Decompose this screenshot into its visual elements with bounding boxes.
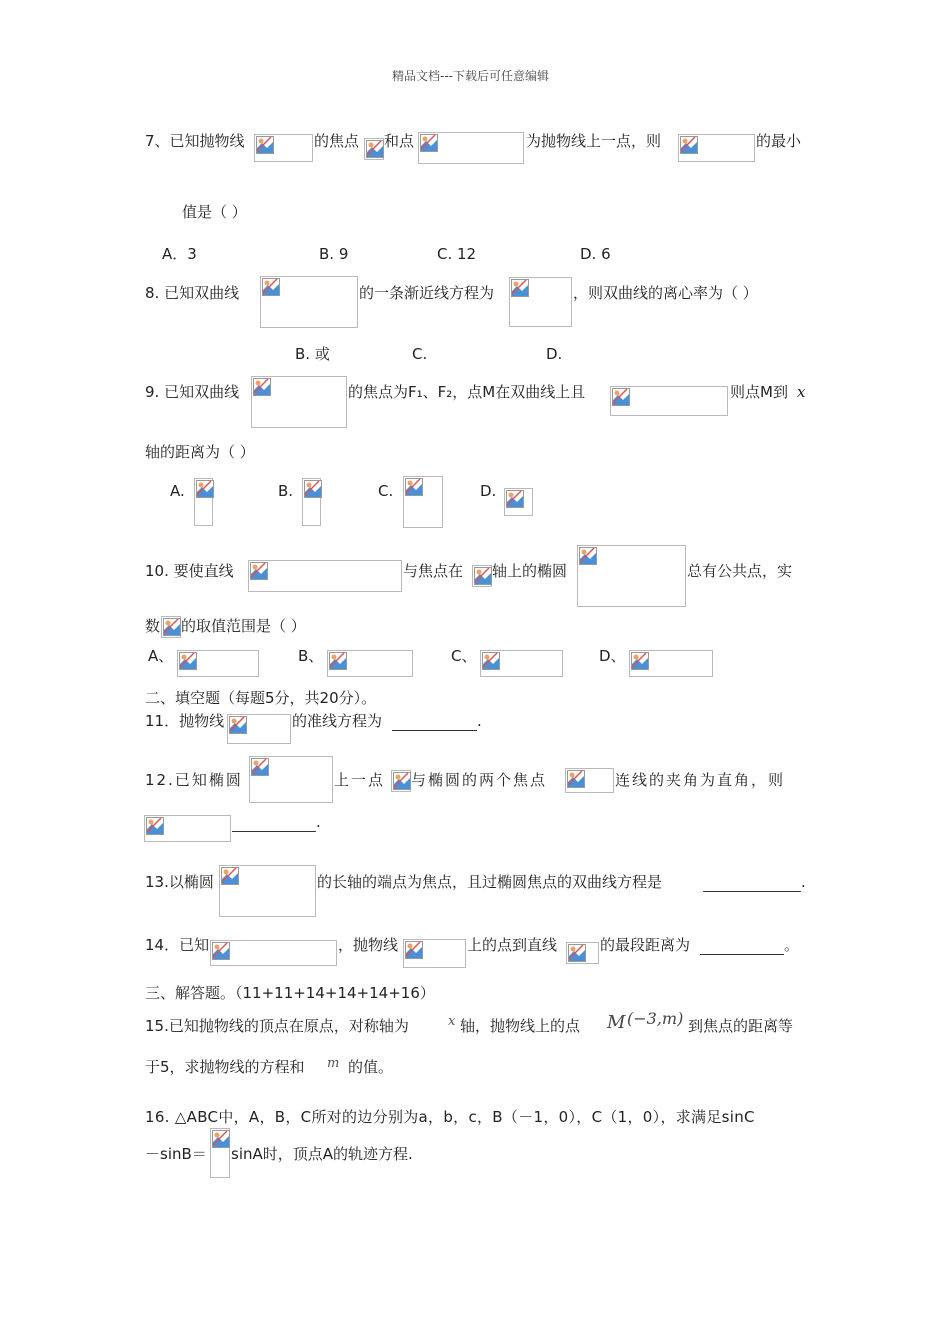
broken-image-icon bbox=[329, 652, 347, 670]
section-2-title: 二、填空题（每题5分，共20分）。 bbox=[145, 689, 377, 707]
broken-image-icon bbox=[506, 490, 524, 508]
broken-image-icon bbox=[474, 567, 492, 585]
broken-image-icon bbox=[304, 480, 322, 498]
q11-text-1: 11．抛物线 bbox=[145, 712, 225, 730]
q9-option-b: B. bbox=[278, 482, 294, 500]
formula-image bbox=[254, 134, 313, 162]
formula-image bbox=[302, 478, 321, 526]
q10-line2-b: 的取值范围是（ ） bbox=[181, 617, 306, 635]
q7-option-c: C. 12 bbox=[437, 245, 477, 263]
q14-answer-blank bbox=[700, 935, 799, 955]
q15-text-3: 到焦点的距离等 bbox=[688, 1017, 794, 1035]
formula-image bbox=[364, 138, 384, 160]
q13-text-1: 13.以椭圆 bbox=[145, 873, 214, 891]
formula-image bbox=[210, 940, 337, 966]
broken-image-icon bbox=[405, 941, 423, 959]
q13-answer-blank bbox=[703, 872, 806, 892]
q15-point-coords: (−3,m) bbox=[627, 1009, 684, 1028]
q7-text-4: 为抛物线上一点，则 bbox=[526, 132, 662, 150]
broken-image-icon bbox=[196, 480, 214, 498]
q10-option-a: A、 bbox=[148, 647, 174, 665]
answer-blank bbox=[700, 938, 784, 955]
formula-image bbox=[472, 565, 492, 587]
q7-option-b: B. 9 bbox=[319, 245, 349, 263]
q10-text-3: 轴上的椭圆 bbox=[492, 562, 568, 580]
q10-text-4: 总有公共点，实 bbox=[687, 562, 793, 580]
broken-image-icon bbox=[163, 618, 181, 636]
broken-image-icon bbox=[253, 378, 271, 396]
formula-image bbox=[248, 560, 402, 592]
formula-image bbox=[566, 942, 599, 964]
q10-option-b: B、 bbox=[298, 647, 324, 665]
q16-line2-a: －sinB＝ bbox=[145, 1145, 207, 1163]
broken-image-icon bbox=[680, 136, 698, 154]
q15-text-2: 轴，抛物线上的点 bbox=[460, 1017, 581, 1035]
q12-text-4: 连线的夹角为直角，则 bbox=[615, 771, 786, 789]
q15-line2-a: 于5，求抛物线的方程和 bbox=[145, 1058, 305, 1076]
q8-option-c: C. bbox=[412, 345, 428, 363]
answer-blank bbox=[232, 815, 316, 832]
q11-answer-blank bbox=[392, 711, 482, 731]
q15-var-m-point: M bbox=[607, 1012, 626, 1033]
q15-var-m: m bbox=[327, 1056, 340, 1071]
broken-image-icon bbox=[212, 942, 230, 960]
q8-option-b: B. 或 bbox=[295, 345, 330, 363]
formula-image bbox=[577, 545, 686, 607]
q16-line-1: 16. △ABC中，A，B，C所对的边分别为a，b，c，B（－1，0），C（1，0），求满足sinC bbox=[145, 1108, 755, 1126]
q10-text-1: 10. 要使直线 bbox=[145, 562, 234, 580]
q9-text-2: 的焦点为F₁、F₂，点M在双曲线上且 bbox=[348, 383, 586, 401]
broken-image-icon bbox=[212, 1130, 230, 1148]
broken-image-icon bbox=[366, 140, 384, 158]
q12-answer-blank bbox=[232, 812, 321, 832]
broken-image-icon bbox=[146, 817, 164, 835]
q7-text-2: 的焦点 bbox=[314, 132, 360, 150]
q10-option-c: C、 bbox=[451, 647, 477, 665]
formula-image bbox=[194, 478, 213, 526]
broken-image-icon bbox=[420, 134, 438, 152]
formula-image bbox=[480, 650, 563, 677]
formula-image bbox=[678, 134, 755, 162]
q9-option-c: C. bbox=[378, 482, 394, 500]
formula-image bbox=[251, 376, 347, 428]
formula-image bbox=[327, 650, 413, 677]
formula-image bbox=[403, 939, 466, 968]
formula-image bbox=[227, 714, 291, 744]
formula-image bbox=[610, 386, 728, 416]
broken-image-icon bbox=[579, 547, 597, 565]
broken-image-icon bbox=[179, 652, 197, 670]
q9-text-3: 则点M到 bbox=[730, 383, 788, 401]
q9-option-d: D. bbox=[480, 482, 497, 500]
q9-option-a: A. bbox=[170, 482, 185, 500]
q13-text-2: 的长轴的端点为焦点，且过椭圆焦点的双曲线方程是 bbox=[317, 873, 663, 891]
broken-image-icon bbox=[221, 867, 239, 885]
q14-text-1: 14．已知 bbox=[145, 936, 210, 954]
formula-image bbox=[391, 770, 411, 792]
formula-image bbox=[504, 488, 533, 516]
q7-line-2: 值是（ ） bbox=[182, 203, 247, 221]
q12-text-1: 12.已知椭圆 bbox=[145, 771, 243, 789]
page-header: 精品文档---下载后可任意编辑 bbox=[392, 69, 549, 83]
broken-image-icon bbox=[229, 716, 247, 734]
broken-image-icon bbox=[631, 652, 649, 670]
broken-image-icon bbox=[612, 388, 630, 406]
q13-end: . bbox=[801, 873, 806, 891]
answer-blank bbox=[392, 714, 477, 731]
q7-option-a: A．3 bbox=[162, 245, 197, 263]
formula-image bbox=[403, 476, 443, 528]
q11-end: . bbox=[477, 712, 482, 730]
q10-line2-a: 数 bbox=[145, 617, 161, 635]
q8-text-3: ，则双曲线的离心率为（ ） bbox=[573, 284, 758, 302]
formula-image bbox=[249, 756, 333, 803]
q15-text-1: 15.已知抛物线的顶点在原点，对称轴为 bbox=[145, 1017, 409, 1035]
answer-blank bbox=[703, 875, 801, 892]
formula-image bbox=[219, 865, 316, 917]
q9-var-x: x bbox=[797, 383, 806, 401]
formula-image bbox=[509, 277, 572, 327]
q14-text-3: 上的点到直线 bbox=[467, 936, 558, 954]
q7-text-1: 7、已知抛物线 bbox=[145, 132, 245, 150]
section-3-title: 三、解答题。（11+11+14+14+14+16） bbox=[145, 984, 435, 1002]
broken-image-icon bbox=[251, 758, 269, 776]
q12-end: . bbox=[316, 813, 321, 831]
q8-option-d: D. bbox=[546, 345, 563, 363]
q12-text-3: 与椭圆的两个焦点 bbox=[411, 771, 548, 789]
formula-image bbox=[418, 132, 524, 164]
q11-text-2: 的准线方程为 bbox=[292, 712, 383, 730]
q12-text-2: 上一点 bbox=[334, 771, 386, 789]
q14-text-2: ，抛物线 bbox=[338, 936, 399, 954]
q9-text-1: 9. 已知双曲线 bbox=[145, 383, 240, 401]
q7-text-5: 的最小 bbox=[756, 132, 802, 150]
q16-line2-b: sinA时，顶点A的轨迹方程. bbox=[231, 1145, 413, 1163]
broken-image-icon bbox=[262, 278, 280, 296]
broken-image-icon bbox=[256, 136, 274, 154]
q8-text-1: 8. 已知双曲线 bbox=[145, 284, 240, 302]
formula-image bbox=[565, 768, 614, 793]
formula-image bbox=[210, 1128, 230, 1178]
q9-line-2: 轴的距离为（ ） bbox=[145, 443, 255, 461]
formula-image bbox=[260, 276, 358, 328]
q8-text-2: 的一条渐近线方程为 bbox=[359, 284, 495, 302]
formula-image bbox=[629, 650, 713, 677]
q7-option-d: D. 6 bbox=[580, 245, 611, 263]
formula-image bbox=[161, 616, 181, 638]
q15-line2-b: 的值。 bbox=[348, 1058, 394, 1076]
q14-text-4: 的最段距离为 bbox=[600, 936, 691, 954]
q10-option-d: D、 bbox=[599, 647, 626, 665]
q14-end: 。 bbox=[784, 936, 800, 954]
broken-image-icon bbox=[250, 562, 268, 580]
q7-text-3: 和点 bbox=[384, 132, 415, 150]
formula-image bbox=[177, 650, 259, 677]
broken-image-icon bbox=[405, 478, 423, 496]
broken-image-icon bbox=[567, 770, 585, 788]
formula-image bbox=[144, 815, 231, 842]
broken-image-icon bbox=[482, 652, 500, 670]
q10-text-2: 与焦点在 bbox=[403, 562, 464, 580]
broken-image-icon bbox=[393, 772, 411, 790]
broken-image-icon bbox=[568, 944, 586, 962]
q15-var-x: x bbox=[448, 1014, 456, 1029]
broken-image-icon bbox=[511, 279, 529, 297]
